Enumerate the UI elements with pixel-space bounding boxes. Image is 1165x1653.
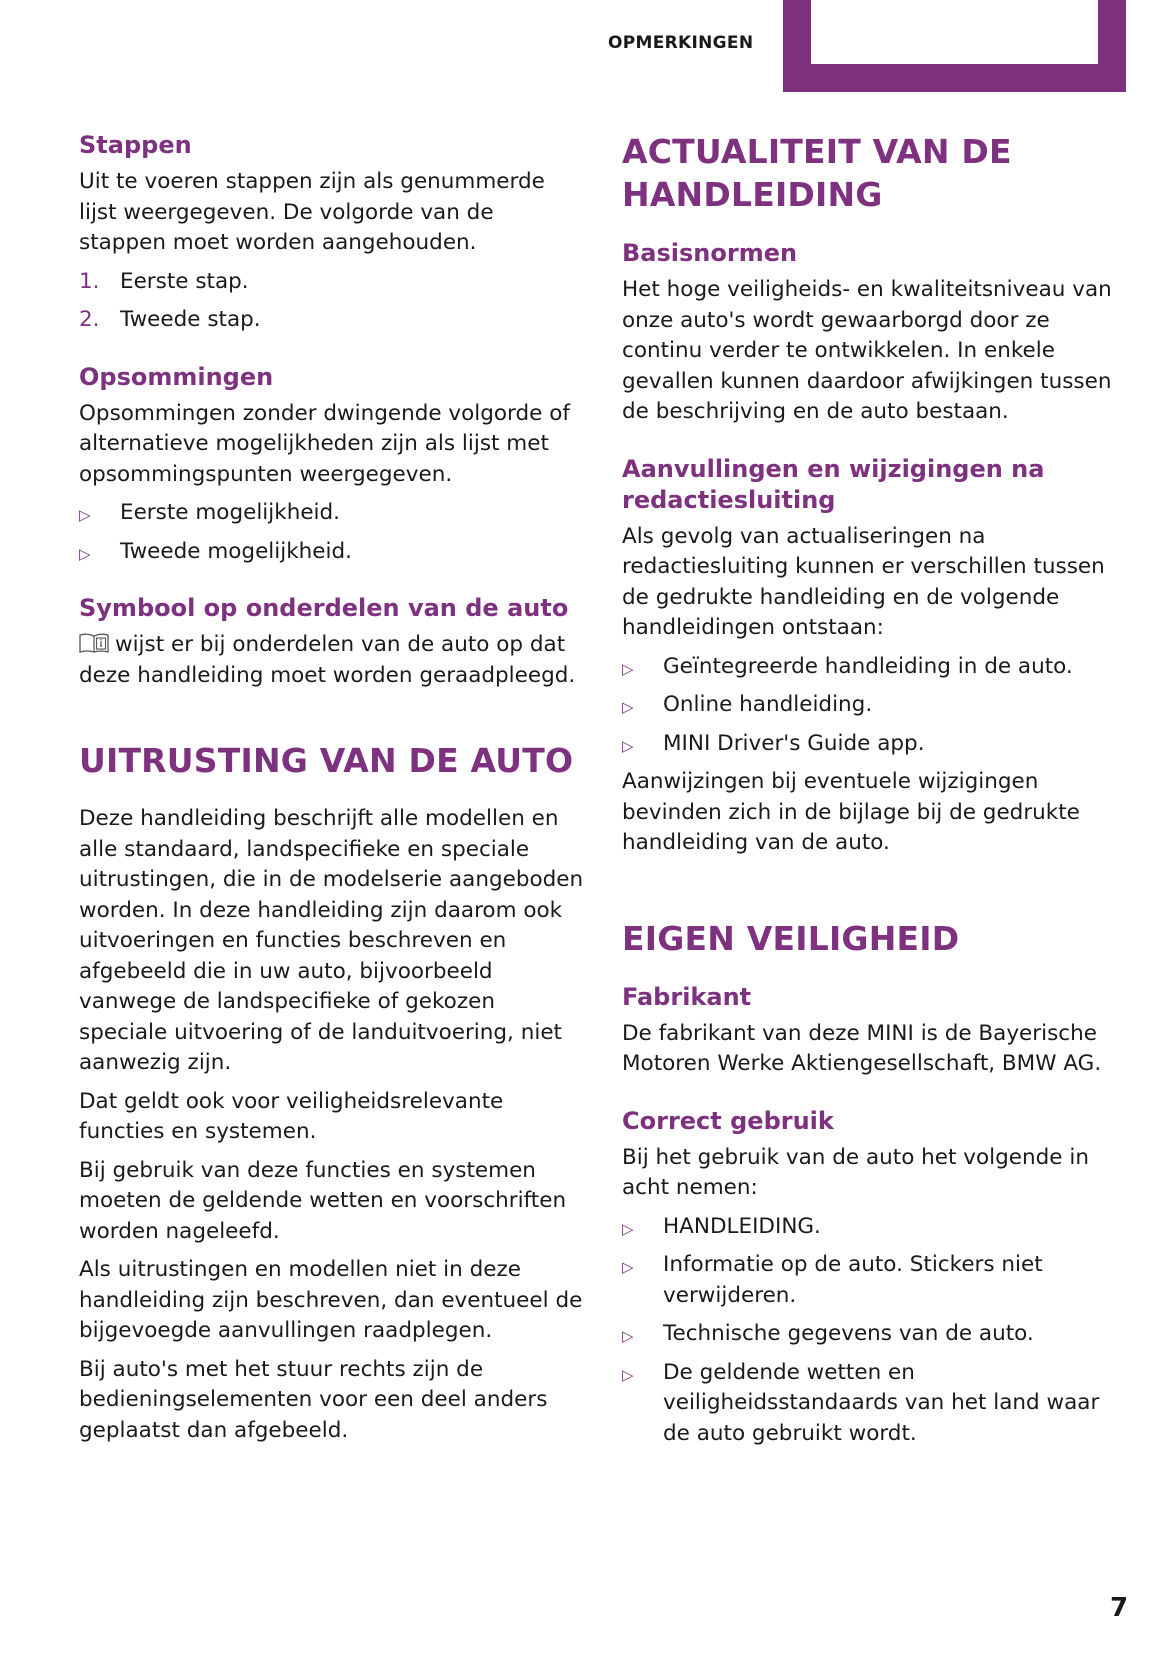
triangle-bullet-icon: ▷ — [622, 736, 634, 755]
list-item — [622, 1250, 1128, 1311]
left-column — [79, 130, 584, 1454]
heading-aanvullingen: Aanvullingen en wijzigingen na redactiesluiting — [622, 454, 1045, 514]
list-number: 1. — [79, 268, 100, 294]
triangle-bullet-icon: ▷ — [79, 506, 91, 524]
paragraph: Bij gebruik van deze functies en systemen moeten de geldende wetten en voorschriften worden nageleefd. — [79, 1157, 567, 1244]
section-symbool — [79, 593, 584, 691]
section-opsommingen — [79, 362, 584, 568]
list-item-text: MINI Driver's Guide app. — [663, 730, 925, 756]
paragraph: Uit te voeren stappen zijn als genummerde lijst weergegeven. De volgorde van de stappen moet worden aangehouden. — [79, 169, 545, 255]
list-item — [622, 729, 1128, 760]
heading-stappen: Stappen — [79, 131, 192, 159]
list-item-text: Tweede stap. — [120, 307, 261, 332]
page-number: 7 — [1110, 1593, 1129, 1623]
paragraph: De fabrikant van deze MINI is de Bayerische Motoren Werke Aktiengesellschaft, BMW AG. — [622, 1020, 1102, 1076]
paragraph — [79, 630, 584, 691]
bullet-list — [622, 1212, 1128, 1450]
heading-fabrikant: Fabrikant — [622, 982, 752, 1011]
book-info-icon — [79, 632, 109, 652]
heading-basisnormen: Basisnormen — [622, 239, 798, 267]
paragraph: Als gevolg van actualiseringen na redactiesluiting kunnen er verschillen tussen de gedrukte handleiding en de volgende handleidingen ontstaan: — [622, 523, 1105, 640]
list-item — [622, 1358, 1128, 1450]
paragraph: Bij het gebruik van de auto het volgende in acht nemen: — [622, 1144, 1089, 1200]
triangle-bullet-icon: ▷ — [622, 1365, 634, 1384]
paragraph: Als uitrustingen en modellen niet in deze handleiding zijn beschreven, dan eventueel de bijgevoegde aanvullingen raadplegen. — [79, 1257, 583, 1343]
list-item — [79, 498, 584, 529]
list-item — [79, 537, 584, 568]
paragraph: Het hoge veiligheids- en kwaliteitsniveau van onze auto's wordt gewaarborgd door ze continu verder te ontwikkelen. In enkele gevallen kunnen daardoor afwijkingen tussen de beschrijving en de auto bestaan. — [622, 277, 1112, 424]
chapter-tab-marker — [783, 0, 1126, 92]
paragraph: Opsommingen zonder dwingende volgorde of alternatieve mogelijkheden zijn als lijst met opsommingspunten weergegeven. — [79, 400, 570, 487]
section-basisnormen — [622, 238, 1128, 428]
section-stappen — [79, 130, 584, 336]
triangle-bullet-icon: ▷ — [622, 1258, 634, 1276]
triangle-bullet-icon: ▷ — [79, 544, 91, 563]
paragraph: Bij auto's met het stuur rechts zijn de bedieningselementen voor een deel anders geplaatst dan afgebeeld. — [79, 1356, 548, 1443]
list-item — [622, 1319, 1128, 1350]
list-number: 2. — [79, 307, 100, 332]
heading-uitrusting: UITRUSTING VAN DE AUTO — [79, 741, 574, 780]
heading-symbool: Symbool op onderdelen van de auto — [79, 594, 569, 622]
heading-opsommingen: Opsommingen — [79, 362, 274, 391]
section-uitrusting — [79, 739, 584, 1446]
list-item-text: De geldende wetten en veiligheidsstandaards van het land waar de auto gebruikt wordt. — [663, 1359, 1100, 1446]
list-item-text: Eerste mogelijkheid. — [120, 500, 340, 525]
list-item — [622, 690, 1128, 721]
list-item-text: HANDLEIDING. — [663, 1213, 821, 1239]
heading-correct-gebruik: Correct gebruik — [622, 1106, 834, 1135]
section-correct-gebruik — [622, 1106, 1128, 1450]
list-item — [79, 267, 584, 298]
list-item-text: Technische gegevens van de auto. — [663, 1321, 1034, 1346]
paragraph: Aanwijzingen bij eventuele wijzigingen bevinden zich in de bijlage bij de gedrukte handleiding van de auto. — [622, 769, 1080, 855]
triangle-bullet-icon: ▷ — [622, 1219, 634, 1238]
list-item-text: Tweede mogelijkheid. — [120, 538, 352, 564]
paragraph: Dat geldt ook voor veiligheidsrelevante functies en systemen. — [79, 1088, 504, 1144]
triangle-bullet-icon: ▷ — [622, 698, 634, 716]
section-header-label: OPMERKINGEN — [608, 33, 754, 53]
section-aanvullingen — [622, 454, 1128, 859]
list-item-text: Geïntegreerde handleiding in de auto. — [663, 653, 1073, 679]
bullet-list — [79, 498, 584, 567]
right-column — [622, 130, 1128, 1457]
list-item-text: Online handleiding. — [663, 692, 873, 717]
numbered-list — [79, 267, 584, 336]
list-item — [79, 305, 584, 336]
heading-actualiteit: ACTUALITEIT VAN DE HANDLEIDING — [622, 132, 1012, 214]
triangle-bullet-icon: ▷ — [622, 1327, 634, 1345]
list-item-text: Informatie op de auto. Stickers niet verwijderen. — [663, 1252, 1043, 1308]
symbol-text: wijst er bij onderdelen van de auto op dat deze handleiding moet worden geraadpleegd. — [79, 632, 576, 688]
bullet-list — [622, 652, 1128, 760]
triangle-bullet-icon: ▷ — [622, 659, 634, 678]
list-item — [622, 652, 1128, 683]
list-item-text: Eerste stap. — [120, 268, 249, 294]
section-fabrikant — [622, 982, 1128, 1080]
heading-eigen-veiligheid: EIGEN VEILIGHEID — [622, 918, 960, 958]
list-item — [622, 1212, 1128, 1243]
paragraph: Deze handleiding beschrijft alle modellen en alle standaard, landspecifieke en speciale uitrustingen, die in de modelserie aangeboden worden. In deze handleiding zijn daarom ook uitvoeringen en functies beschreven en afgebeeld die in uw auto, bijvoorbeeld vanwege de landspecifieke of gekozen speciale uitvoering of de landuitvoering, niet aanwezig zijn. — [79, 806, 584, 1075]
